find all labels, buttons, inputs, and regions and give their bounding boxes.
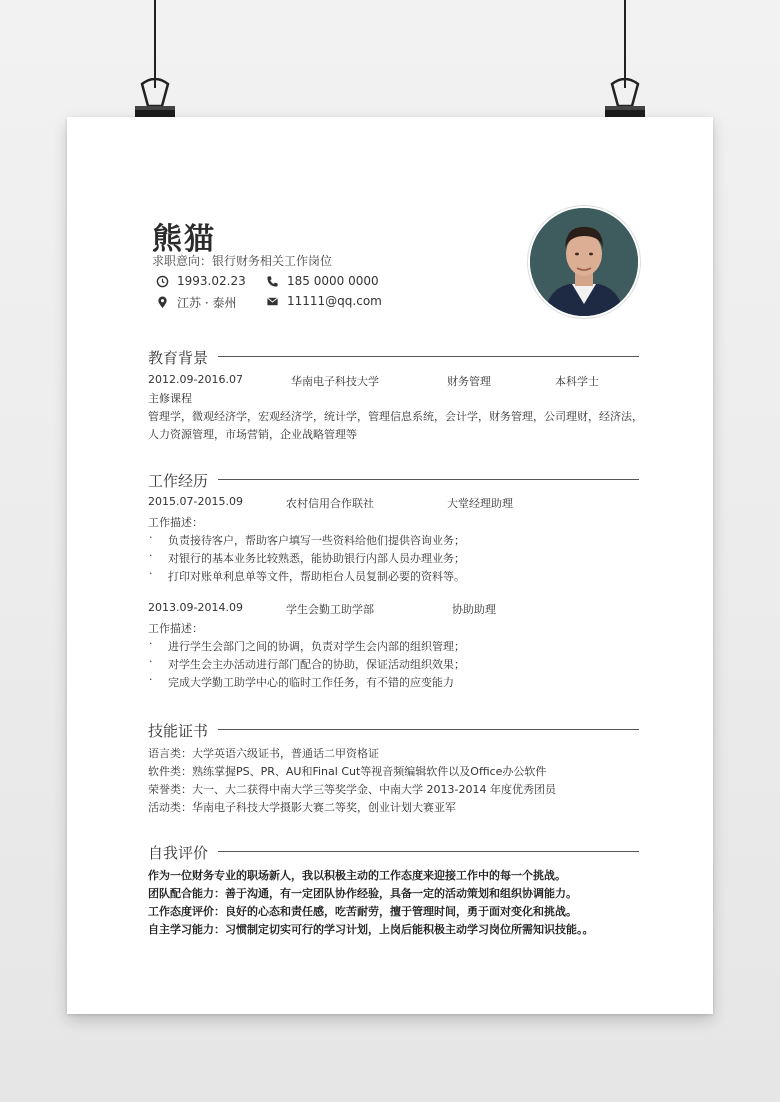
job-2-org: 学生会勤工助学部 xyxy=(286,603,374,616)
email-info xyxy=(266,294,382,308)
self-divider xyxy=(148,851,639,852)
birth-date: 1993.02.23 xyxy=(177,274,246,288)
job-2-desc-label: 工作描述： xyxy=(148,622,203,635)
job-2-period: 2013.09-2014.09 xyxy=(148,601,243,614)
job-1-desc-label: 工作描述： xyxy=(148,516,203,529)
hanging-wire-right xyxy=(624,0,626,88)
birth-info xyxy=(156,274,246,288)
job-intent: 求职意向：银行财务相关工作岗位 xyxy=(152,254,333,268)
location: 江苏 · 泰州 xyxy=(177,296,237,310)
candidate-name: 熊猫 xyxy=(152,222,216,257)
skill-line-2: 软件类：熟练掌握PS、PR、AU和Final Cut等视音频编辑软件以及Office办公软件 xyxy=(148,765,547,778)
job-2-bullet-2: 对学生会主办活动进行部门配合的协助，保证活动组织效果； xyxy=(168,658,465,671)
bullet: · xyxy=(149,673,153,686)
skill-line-4: 活动类：华南电子科技大学摄影大赛二等奖，创业计划大赛亚军 xyxy=(148,801,456,814)
mail-icon xyxy=(266,295,279,308)
education-title: 教育背景 xyxy=(148,347,218,368)
self-line-2: 团队配合能力：善于沟通，有一定团队协作经验，具备一定的活动策划和组织协调能力。 xyxy=(148,887,577,900)
education-major: 财务管理 xyxy=(447,375,491,388)
location-info xyxy=(156,294,236,311)
phone-info xyxy=(266,274,379,288)
job-2-role: 协助助理 xyxy=(452,603,496,616)
bullet: · xyxy=(149,549,153,562)
bullet: · xyxy=(149,531,153,544)
email: 11111@qq.com xyxy=(287,294,382,308)
job-1-bullet-2: 对银行的基本业务比较熟悉，能协助银行内部人员办理业务； xyxy=(168,552,465,565)
skill-line-3: 荣誉类：大一、大二获得中南大学三等奖学金、中南大学 2013-2014 年度优秀团员 xyxy=(148,783,556,796)
phone-icon xyxy=(266,275,279,288)
courses-line-1: 管理学，微观经济学，宏观经济学，统计学，管理信息系统，会计学，财务管理，公司理财，经济法， xyxy=(148,410,643,423)
job-2-bullet-3: 完成大学勤工助学中心的临时工作任务，有不错的应变能力 xyxy=(168,676,454,689)
work-divider xyxy=(148,479,639,480)
job-1-org: 农村信用合作联社 xyxy=(286,497,374,510)
skill-line-1: 语言类：大学英语六级证书，普通话二甲资格证 xyxy=(148,747,379,760)
job-2-bullet-1: 进行学生会部门之间的协调，负责对学生会内部的组织管理； xyxy=(168,640,465,653)
education-period: 2012.09-2016.07 xyxy=(148,373,243,386)
education-degree: 本科学士 xyxy=(555,375,599,388)
profile-photo xyxy=(530,208,638,316)
work-title: 工作经历 xyxy=(148,470,218,491)
bullet: · xyxy=(149,637,153,650)
courses-line-2: 人力资源管理，市场营销，企业战略管理等 xyxy=(148,428,357,441)
self-title: 自我评价 xyxy=(148,842,218,863)
self-line-4: 自主学习能力：习惯制定切实可行的学习计划，上岗后能积极主动学习岗位所需知识技能。。 xyxy=(148,923,594,936)
self-line-3: 工作态度评价：良好的心态和责任感，吃苦耐劳，擅于管理时间，勇于面对变化和挑战。 xyxy=(148,905,577,918)
job-1-bullet-3: 打印对账单利息单等文件，帮助柜台人员复制必要的资料等。 xyxy=(168,570,465,583)
job-1-period: 2015.07-2015.09 xyxy=(148,495,243,508)
self-line-1: 作为一位财务专业的职场新人，我以积极主动的工作态度来迎接工作中的每一个挑战。 xyxy=(148,869,566,882)
bullet: · xyxy=(149,655,153,668)
bullet: · xyxy=(149,567,153,580)
clock-icon xyxy=(156,275,169,288)
job-1-role: 大堂经理助理 xyxy=(447,497,513,510)
courses-label: 主修课程 xyxy=(148,392,192,405)
skills-title: 技能证书 xyxy=(148,720,218,741)
hanging-wire-left xyxy=(154,0,156,88)
education-school: 华南电子科技大学 xyxy=(291,375,379,388)
location-pin-icon xyxy=(156,296,169,309)
job-1-bullet-1: 负责接待客户，帮助客户填写一些资料给他们提供咨询业务； xyxy=(168,534,465,547)
skills-divider xyxy=(148,729,639,730)
education-divider xyxy=(148,356,639,357)
portrait-avatar xyxy=(530,208,638,316)
phone-number: 185 0000 0000 xyxy=(287,274,379,288)
